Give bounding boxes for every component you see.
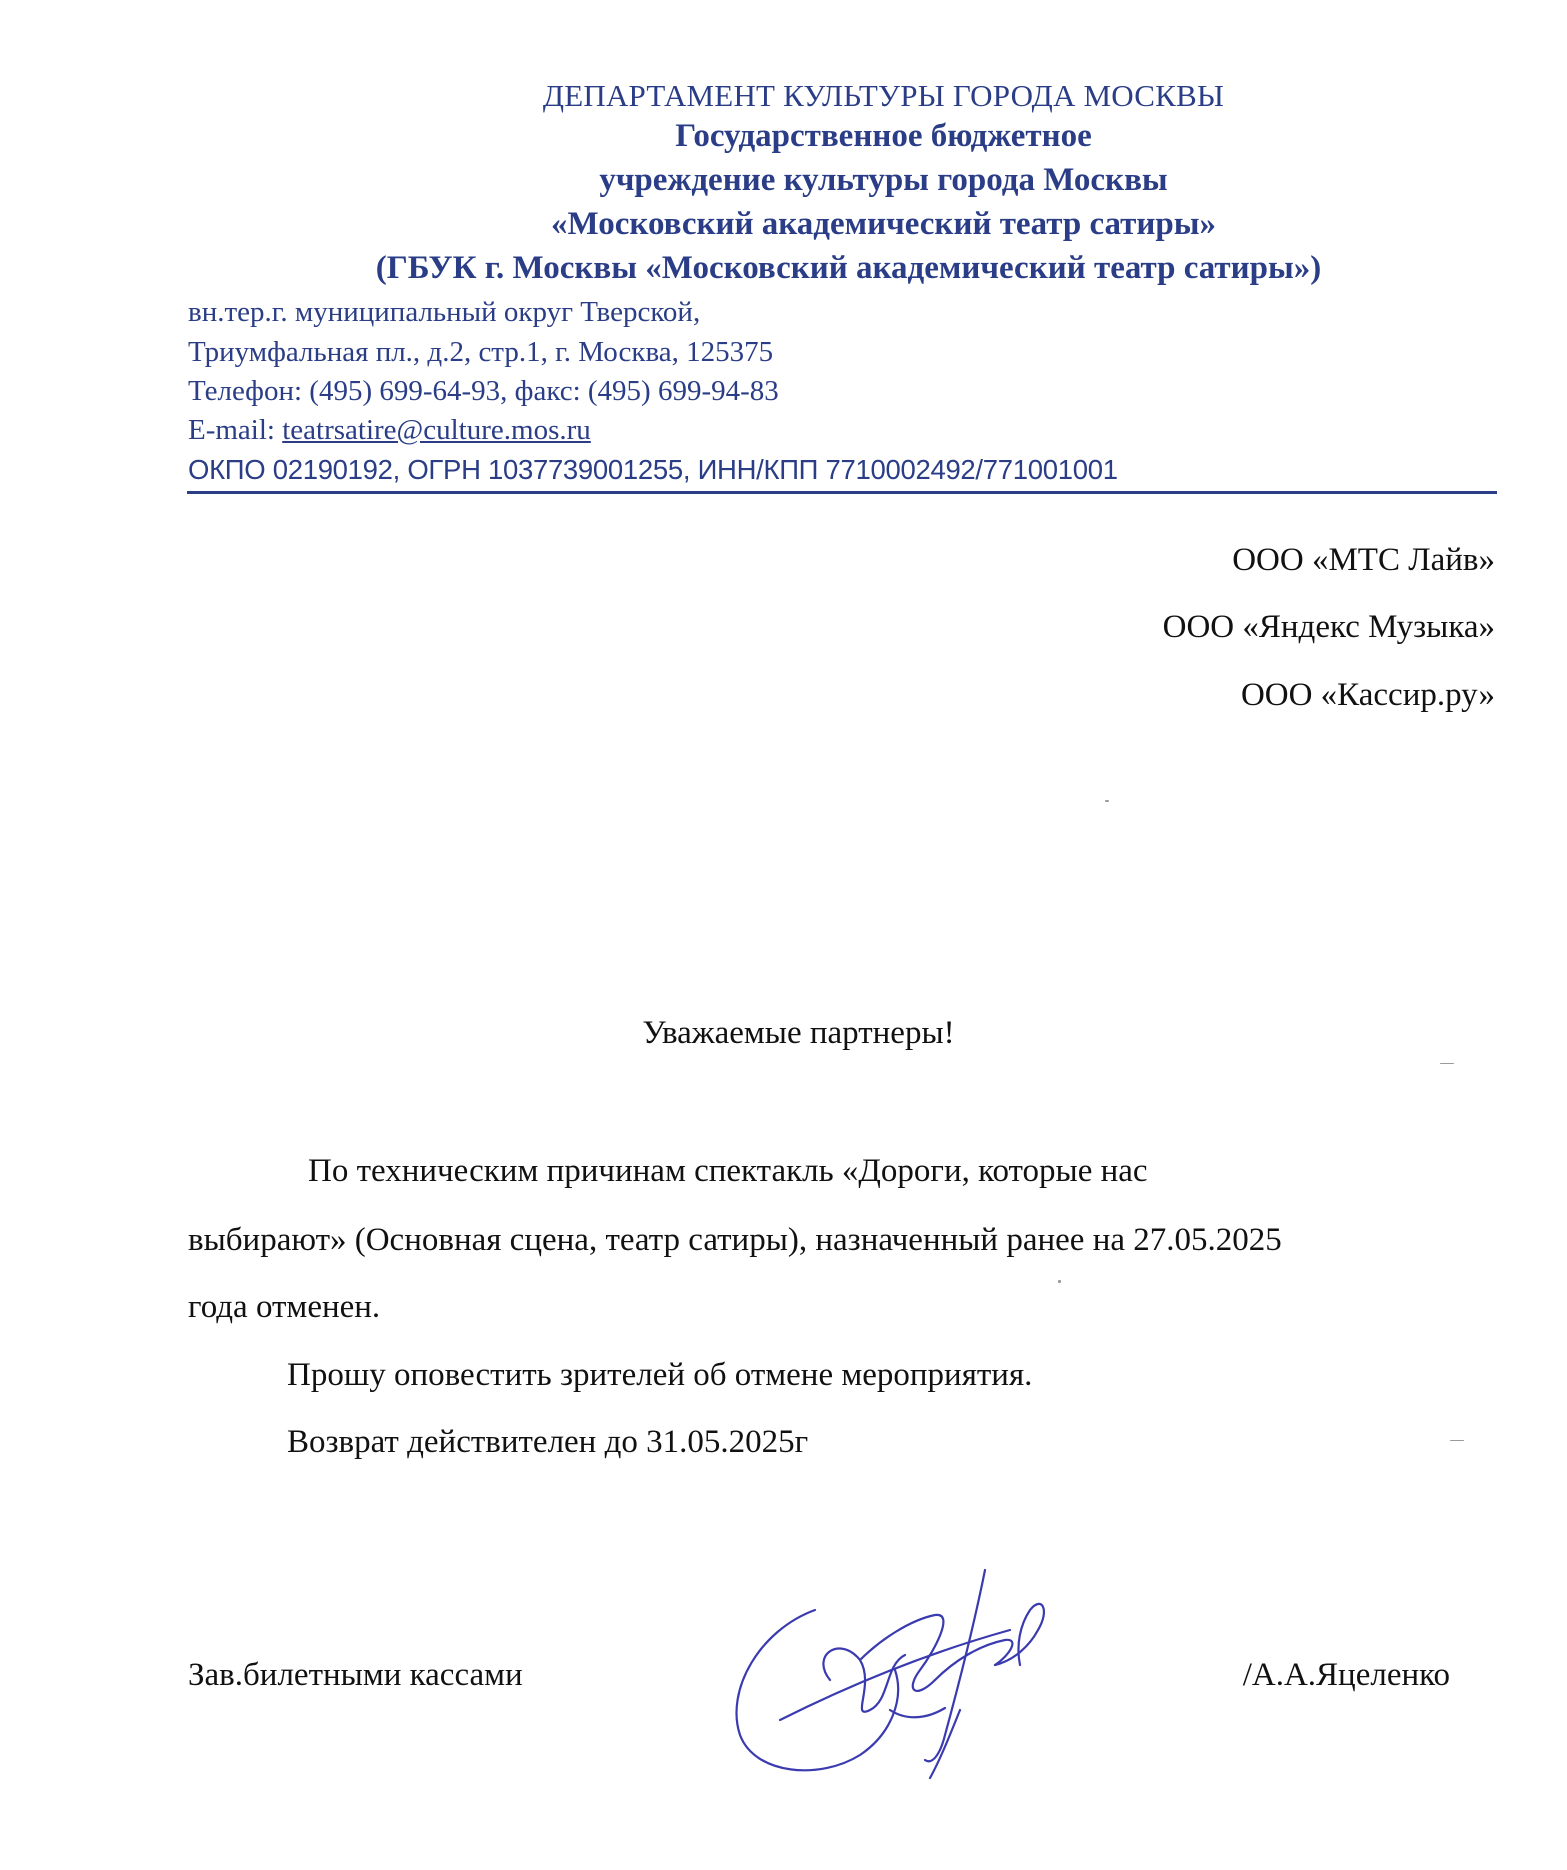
- organization-name-line1: Государственное бюджетное: [675, 118, 1092, 154]
- email-line: [188, 414, 591, 447]
- registration-codes: ОКПО 02190192, ОГРН 1037739001255, ИНН/КПП 7710002492/771001001: [188, 454, 1118, 485]
- scan-speck: [1105, 800, 1109, 802]
- scan-speck: [1450, 1440, 1464, 1441]
- organization-name-line3: «Московский академический театр сатиры»: [551, 206, 1216, 242]
- signatory-position: Зав.билетными кассами: [188, 1657, 523, 1693]
- organization-short-name: (ГБУК г. Москвы «Московский академический театр сатиры»): [375, 250, 1322, 286]
- body-line-3: года отменен.: [188, 1289, 381, 1325]
- phone-fax-line: Телефон: (495) 699-64-93, факс: (495) 699-94-83: [188, 375, 779, 407]
- body-line-2: выбирают» (Основная сцена, театр сатиры), назначенный ранее на 27.05.2025: [188, 1222, 1282, 1258]
- greeting: Уважаемые партнеры!: [642, 1015, 955, 1051]
- recipient-3: ООО «Кассир.ру»: [1240, 677, 1495, 713]
- body-line-5: Возврат действителен до 31.05.2025г: [287, 1424, 809, 1460]
- handwritten-signature: [720, 1560, 1070, 1790]
- address-line1: вн.тер.г. муниципальный округ Тверской,: [188, 296, 701, 328]
- address-line2: Триумфальная пл., д.2, стр.1, г. Москва, 125375: [188, 336, 774, 368]
- letterhead-divider: [187, 491, 1497, 494]
- organization-name-line2: учреждение культуры города Москвы: [599, 162, 1168, 198]
- body-line-4: Прошу оповестить зрителей об отмене мероприятия.: [287, 1357, 1033, 1393]
- email-label: E-mail:: [188, 414, 283, 446]
- body-line-1: По техническим причинам спектакль «Дороги, которые нас: [308, 1153, 1148, 1189]
- scan-speck: [1440, 1063, 1454, 1064]
- scan-speck: [1058, 1280, 1061, 1283]
- signatory-name: /А.А.Яцеленко: [1242, 1657, 1450, 1693]
- recipient-1: ООО «МТС Лайв»: [1232, 542, 1495, 578]
- email-link[interactable]: teatrsatire@culture.mos.ru: [282, 414, 591, 446]
- department-name: ДЕПАРТАМЕНТ КУЛЬТУРЫ ГОРОДА МОСКВЫ: [542, 78, 1225, 113]
- recipient-2: ООО «Яндекс Музыка»: [1162, 609, 1495, 645]
